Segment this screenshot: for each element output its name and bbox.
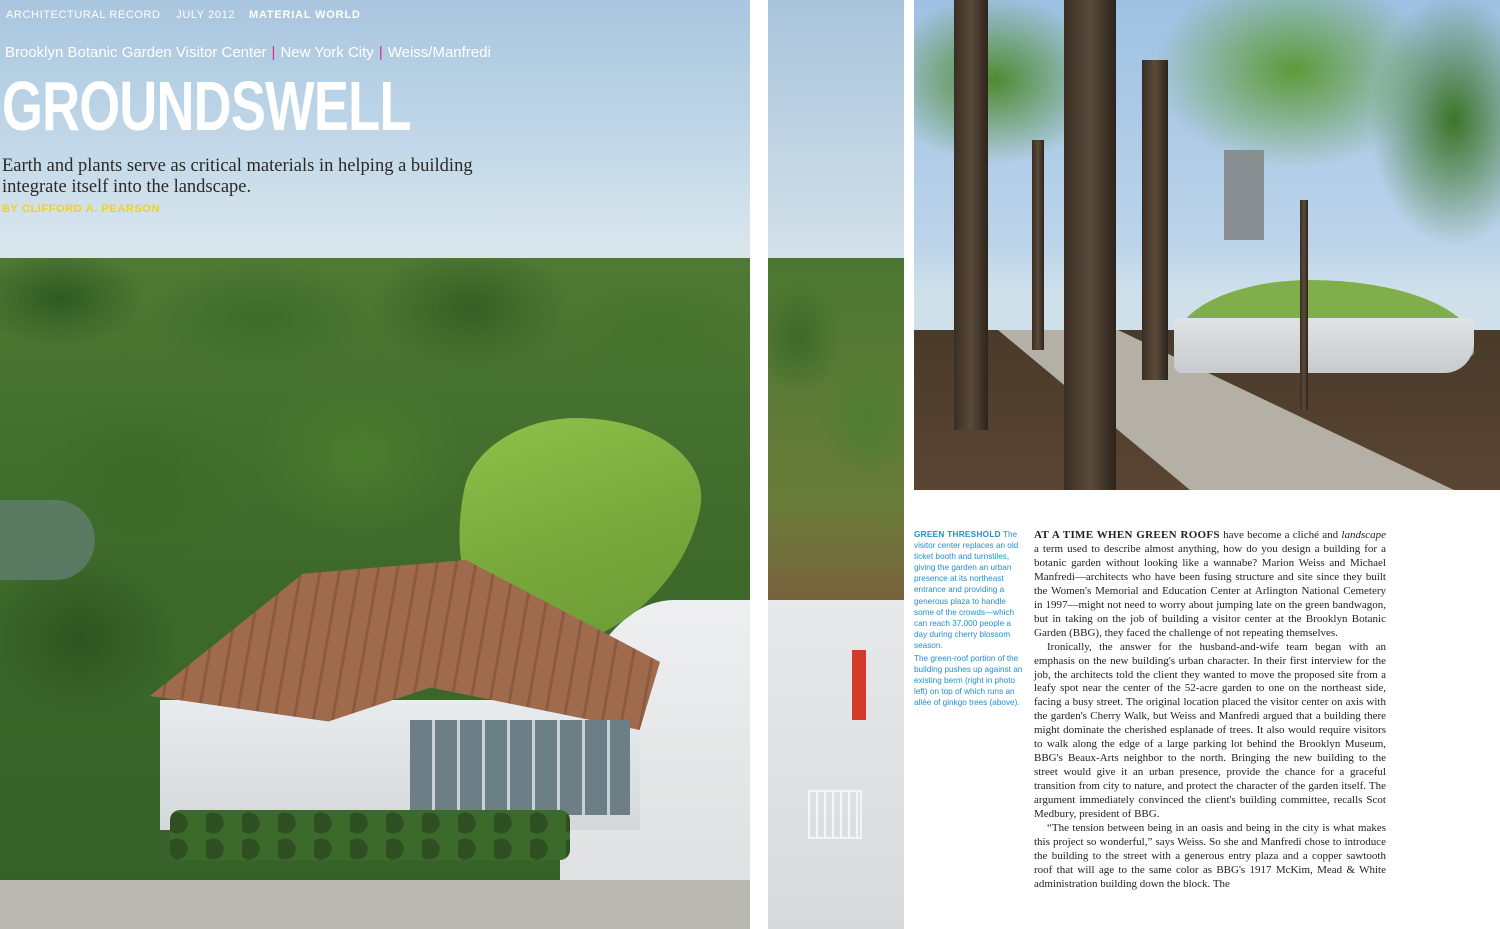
separator: |	[378, 44, 383, 61]
center-photo-strip	[768, 0, 904, 929]
project-architect: Weiss/Manfredi	[387, 44, 491, 61]
tree-trunk	[1064, 0, 1116, 490]
page-gutter	[750, 0, 768, 929]
tree-trunk	[954, 0, 988, 430]
italic-run: landscape	[1341, 529, 1386, 541]
deck: Earth and plants serve as critical materials in helping a building integrate itself into the landscape.	[2, 156, 473, 197]
railing	[808, 790, 862, 839]
page-gutter	[904, 0, 914, 929]
red-banner	[852, 650, 866, 720]
tree-canopy	[914, 0, 1500, 300]
strip-sky	[768, 0, 904, 270]
street	[0, 880, 750, 929]
caption-lead: GREEN THRESHOLD	[914, 530, 1001, 539]
photo-caption	[914, 529, 1026, 711]
tree-trunk	[1032, 140, 1044, 350]
project-city: New York City	[280, 44, 374, 61]
ginkgo-allee-photo	[914, 0, 1500, 490]
issue-date: JULY 2012	[176, 9, 236, 21]
glass-facade	[410, 720, 630, 815]
section-label: MATERIAL WORLD	[249, 9, 361, 21]
right-page	[914, 0, 1500, 929]
hedge-planting	[170, 810, 570, 860]
run-in-lead: AT A TIME WHEN GREEN ROOFS	[1034, 529, 1220, 541]
project-line	[5, 44, 491, 61]
paragraph: “The tension between being in an oasis and being in the city is what makes this project so wonderful,” says Weiss. So she and Manfredi chose to introduce the building to the street with a generous entry plaza and a copper sawtooth roof that will age to the same color as BBG's 1917 McKim, Mead & White administration building down the block. The	[1034, 822, 1386, 890]
byline: BY CLIFFORD A. PEARSON	[2, 203, 161, 215]
strip-trees	[768, 258, 904, 608]
text-run: a term used to describe almost anything, how do you design a building for a botanic garden without looking like a wannabe? Marion Weiss and Michael Manfredi—architects who have been fusing structure and site since they built the Women's Memorial and Education Center at Arlington National Cemetery in 1997—might not need to worry about jumping late on the green bandwagon, but in taking on the job of building a visitor center at the Brooklyn Botanic Garden (BBG), they faced the challenge of not repeating themselves.	[1034, 542, 1386, 639]
pond	[0, 500, 95, 580]
project-name: Brooklyn Botanic Garden Visitor Center	[5, 44, 267, 61]
headline: GROUNDSWELL	[2, 67, 411, 145]
visitor-center-building	[1174, 318, 1474, 373]
strip-plaza	[768, 600, 904, 929]
publication-header	[6, 9, 247, 21]
publication-name: ARCHITECTURAL RECORD	[6, 9, 161, 21]
caption-text: The green-roof portion of the building pushes up against an existing berm (right in photo left) on top of which runs an allée of ginkgo trees (above).	[914, 654, 1023, 708]
tree-trunk	[1142, 60, 1168, 380]
text-run: have become a cliché and	[1219, 529, 1342, 541]
article-body	[1034, 529, 1386, 892]
separator: |	[271, 44, 276, 61]
caption-text: The visitor center replaces an old ticket booth and turnstiles, giving the garden an urban presence at its northeast entrance and providing a generous plaza to handle some of the crowds—which can reach 37,000 people a day during cherry blossom season.	[914, 530, 1019, 650]
paragraph: Ironically, the answer for the husband-and-wife team began with an emphasis on the new building's urban character. In their first interview for the job, the architects told the client they wanted to move the proposed site from a leafy spot near the center of the 52-acre garden to one on the northeast side, facing a busy street. The original location placed the visitor center on axis with the garden's Cherry Walk, but Weiss and Manfredi argued that a building there might dominate the cherished esplanade of trees. It also would require visitors to walk along the edge of a large parking lot behind the Brooklyn Museum, BBG's Beaux-Arts neighbor to the north. Bringing the new building to the street would give it an urban presence, provide the chance for a graceful transition from city to nature, and protect the character of the garden itself. The argument immediately convinced the client's building committee, recalls Scot Medbury, president of BBG.	[1034, 640, 1386, 821]
paragraph	[1034, 529, 1386, 641]
tree-trunk	[1300, 200, 1308, 410]
